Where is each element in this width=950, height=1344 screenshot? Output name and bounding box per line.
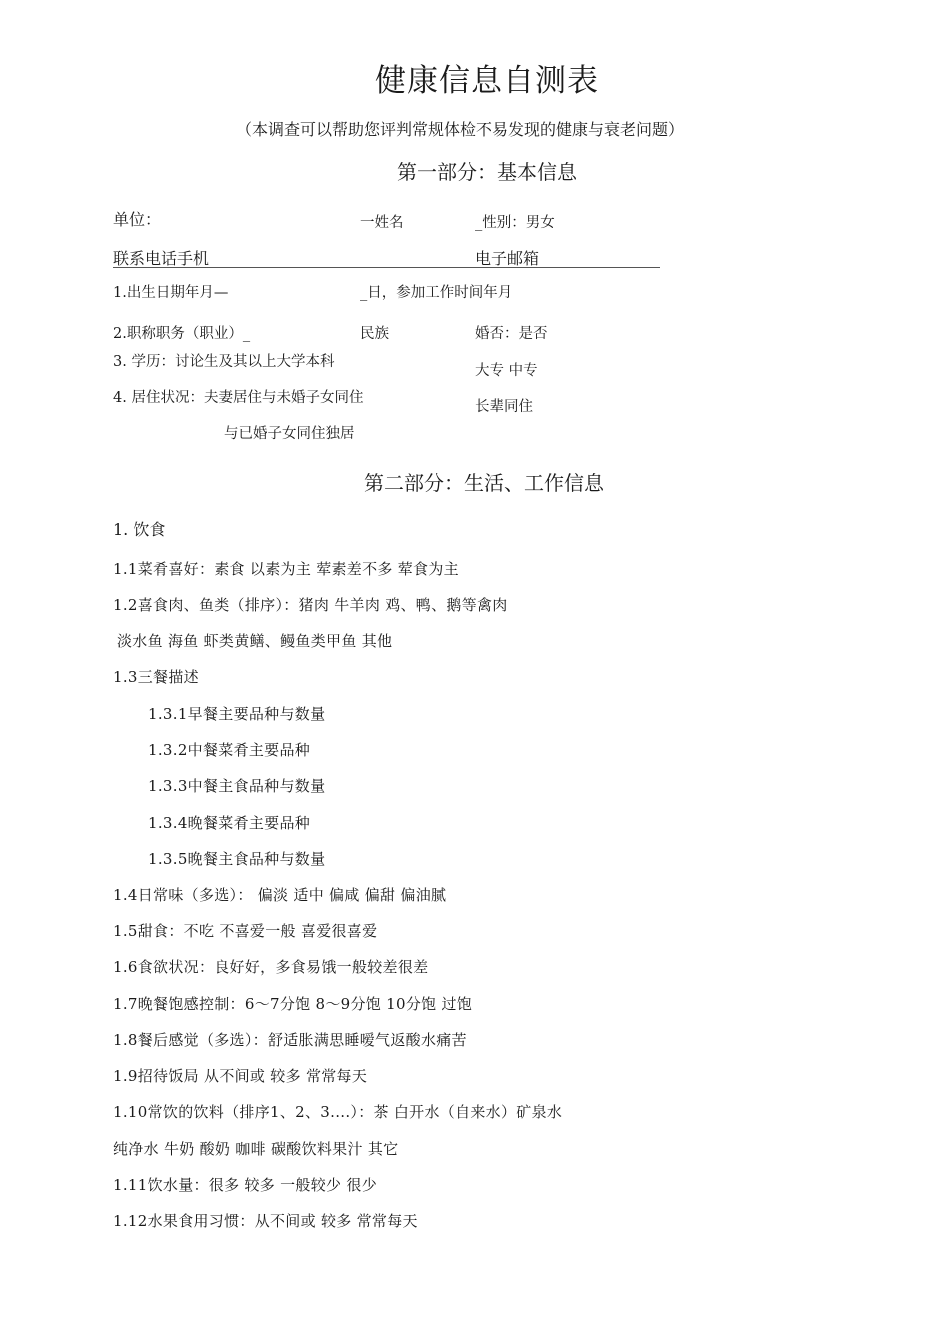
list-item: 1.2喜食肉、鱼类（排序）：猪肉 牛羊肉 鸡、鸭、鹅等禽肉 (113, 596, 508, 614)
list-item: 1.3三餐描述 (113, 668, 199, 686)
list-item: 1.8餐后感觉（多选）：舒适胀满思睡嗳气返酸水痛苦 (113, 1031, 467, 1049)
part1-heading: 第一部分：基本信息 (397, 160, 577, 184)
list-item: 1.6食欲状况：良好好，多食易饿一般较差很差 (113, 958, 429, 976)
list-item: 1.4日常味（多选）： 偏淡 适中 偏咸 偏甜 偏油腻 (113, 886, 447, 904)
gender-label: _性别：男女 (475, 215, 555, 231)
education-options: 大专 中专 (475, 363, 538, 379)
part2-heading: 第二部分：生活、工作信息 (364, 471, 604, 495)
page-title: 健康信息自测表 (375, 63, 599, 99)
birth-date-label: 1.出生日期年月— (113, 285, 229, 301)
email-label: 电子邮箱 (475, 249, 540, 268)
ethnicity-label: 民族 (360, 326, 389, 342)
list-item: 1.9招待饭局 从不间或 较多 常常每天 (113, 1067, 368, 1085)
list-item: 1.3.5晚餐主食品种与数量 (148, 850, 326, 868)
living-label: 4. 居住状况：夫妻居住与未婚子女同住 (113, 390, 364, 406)
list-item: 淡水鱼 海鱼 虾类黄鳝、鳗鱼类甲鱼 其他 (117, 632, 393, 650)
list-item: 1.12水果食用习惯：从不间或 较多 常常每天 (113, 1212, 418, 1230)
job-title-label: 2.职称职务（职业）_ (113, 326, 251, 342)
unit-label: 单位： (113, 210, 162, 229)
page-subtitle: （本调查可以帮助您评判常规体检不易发现的健康与衰老问题） (236, 120, 685, 139)
marital-label: 婚否：是否 (475, 326, 548, 342)
list-item: 1.1菜肴喜好：素食 以素为主 荤素差不多 荤食为主 (113, 560, 459, 578)
living-options-right: 长辈同住 (475, 399, 533, 415)
list-item: 1.5甜食：不吃 不喜爱一般 喜爱很喜爱 (113, 922, 378, 940)
divider-line (113, 267, 660, 268)
list-item: 1.7晚餐饱感控制：6〜7分饱 8〜9分饱 10分饱 过饱 (113, 995, 473, 1013)
list-item: 1.3.1早餐主要品种与数量 (148, 705, 326, 723)
phone-label: 联系电话手机 (113, 249, 210, 268)
list-item: 1.11饮水量：很多 较多 一般较少 很少 (113, 1176, 378, 1194)
list-item: 1.3.2中餐菜肴主要品种 (148, 741, 311, 759)
section-diet: 1. 饮食 (113, 520, 166, 539)
list-item: 1.3.4晚餐菜肴主要品种 (148, 814, 311, 832)
list-item: 纯净水 牛奶 酸奶 咖啡 碳酸饮料果汁 其它 (113, 1140, 399, 1158)
list-item: 1.10常饮的饮料（排序1、2、3....）：茶 白开水（自来水）矿泉水 (113, 1103, 563, 1121)
living-options-2: 与已婚子女同住独居 (224, 426, 355, 442)
education-label: 3. 学历：讨论生及其以上大学本科 (113, 354, 335, 370)
name-label: 一姓名 (360, 215, 404, 231)
work-date-label: _日，参加工作时间年月 (360, 285, 513, 301)
list-item: 1.3.3中餐主食品种与数量 (148, 777, 326, 795)
